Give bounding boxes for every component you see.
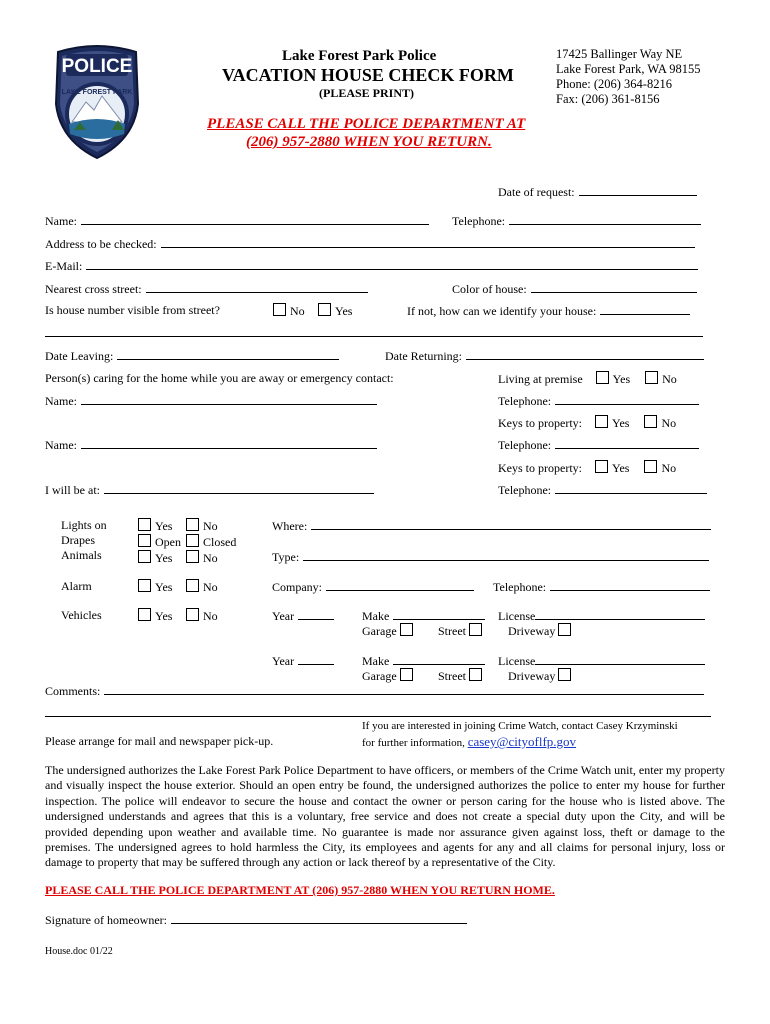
- date-request-label: Date of request:: [498, 185, 575, 199]
- driveway-label: Driveway: [508, 624, 556, 638]
- no-label: No: [203, 519, 218, 533]
- yes-label: Yes: [155, 551, 173, 565]
- company-field[interactable]: [326, 579, 474, 591]
- identify-continuation-line[interactable]: [45, 336, 703, 337]
- contact1-telephone-label: Telephone:: [498, 394, 552, 408]
- vehicle1-license-field[interactable]: [535, 608, 705, 620]
- cross-street-row: [45, 281, 368, 297]
- vehicles-no: [186, 608, 218, 624]
- authorization-paragraph: The undersigned authorizes the Lake Forest Park Police Department to have officers, or members of the Crime Watch unit, enter my property and visually inspect the house exterior. Should an open entry be found, the undersigned authorizes the police to enter my house for further inspection. The police will endeavor to secure the house and contact the owner or person caring for the house who is listed above. The undersigned understands and agrees that this is a voluntary, free service and does not create a special duty upon the City, and will be provided depending upon weather and available time. No guarantee is made nor assurance given against loss, theft or damage to the premises. The undersigned agrees to hold harmless the City, its employees and agents for any and all claims for personal injury, loss or damage to property that may be suffered through any action or lack thereof by a representative of the City.: [45, 763, 725, 870]
- company-row: [272, 579, 474, 595]
- address-line-1: 17425 Ballinger Way NE: [556, 47, 683, 61]
- vehicle2-street-checkbox[interactable]: [469, 668, 482, 681]
- vehicle2-license-row: [498, 653, 705, 669]
- alarm-telephone-row: [493, 579, 710, 595]
- contact1-keys-yes-checkbox[interactable]: [595, 415, 608, 428]
- date-leaving-label: Date Leaving:: [45, 349, 114, 363]
- services-no-column: [186, 518, 236, 566]
- yes-label: Yes: [155, 580, 173, 594]
- driveway-label: Driveway: [508, 669, 556, 683]
- services-labels: [61, 518, 107, 563]
- address-label: Address to be checked:: [45, 237, 157, 251]
- vehicle1-street-checkbox[interactable]: [469, 623, 482, 636]
- vehicle2-year-row: [272, 653, 334, 669]
- crime-watch-line-1: If you are interested in joining Crime Watch, contact Casey Krzyminski: [362, 720, 678, 732]
- type-label: Type:: [272, 550, 300, 564]
- date-leaving-field[interactable]: [117, 348, 339, 360]
- living-yes-checkbox[interactable]: [596, 371, 609, 384]
- contact2-keys-row: [498, 460, 676, 476]
- vehicle2-license-field[interactable]: [535, 653, 705, 665]
- contact1-keys-no-checkbox[interactable]: [644, 415, 657, 428]
- no-label: No: [661, 461, 677, 475]
- will-be-at-row: [45, 482, 374, 498]
- contact1-name-row: [45, 393, 377, 409]
- no-label: No: [203, 609, 218, 623]
- alarm-label: Alarm: [61, 579, 92, 593]
- contact2-keys-yes-checkbox[interactable]: [595, 460, 608, 473]
- house-visible-yes[interactable]: [318, 303, 352, 319]
- department-address: [556, 47, 701, 107]
- phone-line: Phone: (206) 364-8216: [556, 77, 672, 91]
- where-label: Where:: [272, 519, 308, 533]
- contact1-telephone-row: [498, 393, 699, 409]
- type-row: [272, 549, 709, 565]
- comments-field[interactable]: [104, 683, 704, 695]
- telephone-label: Telephone:: [452, 214, 506, 228]
- vehicle1-street: [438, 623, 486, 639]
- return-notice-line-2: (206) 957-2880 WHEN YOU RETURN.: [246, 134, 492, 150]
- will-be-at-telephone-field[interactable]: [555, 482, 707, 494]
- fax-line: Fax: (206) 361-8156: [556, 92, 660, 106]
- form-title: VACATION HOUSE CHECK FORM: [222, 65, 514, 85]
- make-label: Make: [362, 609, 390, 623]
- name-row: [45, 213, 429, 229]
- name-label: Name:: [45, 214, 77, 228]
- color-row: [452, 281, 697, 297]
- no-label: No: [662, 372, 677, 386]
- vehicle1-garage: [362, 623, 417, 639]
- yes-label: Yes: [155, 609, 173, 623]
- company-label: Company:: [272, 580, 322, 594]
- date-returning-row: [385, 348, 704, 364]
- cross-street-label: Nearest cross street:: [45, 282, 142, 296]
- badge-ring-text: LAKE FOREST PARK: [61, 89, 133, 96]
- email-row: [45, 258, 698, 274]
- badge-police-text: POLICE: [61, 56, 133, 77]
- persons-caring-label: Person(s) caring for the home while you are away or emergency contact:: [45, 371, 394, 385]
- keys-label: Keys to property:: [498, 461, 582, 475]
- yes-label: Yes: [611, 461, 630, 475]
- alarm-telephone-field[interactable]: [550, 579, 710, 591]
- form-subtitle: (PLEASE PRINT): [319, 86, 415, 100]
- return-notice-line-1: PLEASE CALL THE POLICE DEPARTMENT AT: [207, 116, 526, 132]
- will-be-at-telephone-row: [498, 482, 707, 498]
- drapes-open-checkbox[interactable]: [138, 534, 151, 547]
- identify-label: If not, how can we identify your house:: [407, 304, 597, 318]
- drapes-closed-checkbox[interactable]: [186, 534, 199, 547]
- address-row: [45, 236, 695, 252]
- vehicles-no-checkbox[interactable]: [186, 608, 199, 621]
- contact1-name-field[interactable]: [81, 393, 377, 405]
- contact2-name-field[interactable]: [81, 437, 377, 449]
- police-badge-logo: [52, 44, 142, 160]
- closed-label: Closed: [203, 535, 237, 549]
- open-label: Open: [155, 535, 181, 549]
- house-visible-yes-checkbox[interactable]: [318, 303, 331, 316]
- vehicle2-driveway-checkbox[interactable]: [558, 668, 571, 681]
- address-field[interactable]: [161, 236, 695, 248]
- vehicle2-garage-checkbox[interactable]: [400, 668, 413, 681]
- name-field[interactable]: [81, 213, 429, 225]
- vehicle2-make-field[interactable]: [393, 653, 485, 665]
- vehicles-label: Vehicles: [61, 608, 102, 622]
- alarm-no-checkbox[interactable]: [186, 579, 199, 592]
- vehicle2-year-field[interactable]: [298, 653, 334, 665]
- vehicle2-make-row: [362, 653, 485, 669]
- house-visible-no-checkbox[interactable]: [273, 303, 286, 316]
- street-label: Street: [438, 624, 466, 638]
- will-be-at-field[interactable]: [104, 482, 374, 494]
- crime-watch-line-2: [362, 734, 576, 750]
- address-line-2: Lake Forest Park, WA 98155: [556, 62, 701, 76]
- vehicles-yes-checkbox[interactable]: [138, 608, 151, 621]
- alarm-yes: [138, 579, 172, 595]
- type-field[interactable]: [303, 549, 709, 561]
- drapes-label: Drapes: [61, 533, 95, 547]
- contact1-keys-row: [498, 415, 676, 431]
- vehicle2-street: [438, 668, 486, 684]
- year-label: Year: [272, 609, 295, 623]
- final-return-notice: PLEASE CALL THE POLICE DEPARTMENT AT (206) 957-2880 WHEN YOU RETURN HOME.: [45, 883, 555, 897]
- living-label: Living at premise: [498, 372, 583, 386]
- house-visible-label: Is house number visible from street?: [45, 303, 220, 317]
- animals-label: Animals: [61, 548, 102, 562]
- vehicle2-garage: [362, 668, 417, 684]
- vehicle1-make-field[interactable]: [393, 608, 485, 620]
- signature-row: [45, 912, 467, 928]
- yes-label: Yes: [155, 519, 173, 533]
- date-request-row: [498, 184, 697, 200]
- yes-label: Yes: [611, 416, 630, 430]
- date-leaving-row: [45, 348, 339, 364]
- signature-field[interactable]: [171, 912, 467, 924]
- contact2-name-label: Name:: [45, 438, 77, 452]
- lights-no-checkbox[interactable]: [186, 518, 199, 531]
- will-be-at-label: I will be at:: [45, 483, 100, 497]
- vehicle1-make-row: [362, 608, 485, 624]
- vehicle1-year-row: [272, 608, 334, 624]
- date-returning-label: Date Returning:: [385, 349, 462, 363]
- garage-label: Garage: [362, 669, 397, 683]
- no-label: No: [203, 580, 218, 594]
- contact2-telephone-row: [498, 437, 699, 453]
- date-returning-field[interactable]: [466, 348, 704, 360]
- identify-field[interactable]: [600, 303, 690, 315]
- comments-row: [45, 683, 704, 699]
- comments-continuation-line[interactable]: [45, 716, 711, 717]
- signature-label: Signature of homeowner:: [45, 913, 167, 927]
- email-label: E-Mail:: [45, 259, 83, 273]
- email-field[interactable]: [86, 258, 698, 270]
- vehicle1-driveway-checkbox[interactable]: [558, 623, 571, 636]
- no-label: No: [290, 304, 305, 318]
- contact1-name-label: Name:: [45, 394, 77, 408]
- vehicle1-license-row: [498, 608, 705, 624]
- cross-street-field[interactable]: [146, 281, 368, 293]
- date-request-field[interactable]: [579, 184, 697, 196]
- where-field[interactable]: [311, 518, 711, 530]
- yes-label: Yes: [612, 372, 631, 386]
- contact2-telephone-field[interactable]: [555, 437, 699, 449]
- vehicle1-year-field[interactable]: [298, 608, 334, 620]
- make-label: Make: [362, 654, 390, 668]
- street-label: Street: [438, 669, 466, 683]
- license-label: License: [498, 654, 536, 668]
- animals-no-checkbox[interactable]: [186, 550, 199, 563]
- no-label: No: [661, 416, 677, 430]
- identify-row: [407, 303, 690, 319]
- contact2-name-row: [45, 437, 377, 453]
- lights-on-label: Lights on: [61, 518, 107, 532]
- alarm-telephone-label: Telephone:: [493, 580, 547, 594]
- alarm-yes-checkbox[interactable]: [138, 579, 151, 592]
- vehicles-yes: [138, 608, 172, 624]
- crime-watch-text: for further information,: [362, 737, 465, 749]
- vehicle2-driveway: [508, 668, 575, 684]
- telephone-field[interactable]: [509, 213, 701, 225]
- contact2-keys-no-checkbox[interactable]: [644, 460, 657, 473]
- alarm-no: [186, 579, 218, 595]
- org-name: Lake Forest Park Police: [282, 48, 437, 64]
- vehicle1-garage-checkbox[interactable]: [400, 623, 413, 636]
- house-visible-no[interactable]: [273, 303, 305, 319]
- comments-label: Comments:: [45, 684, 101, 698]
- living-at-premise-row: [498, 371, 677, 387]
- no-label: No: [203, 551, 218, 565]
- license-label: License: [498, 609, 536, 623]
- services-yes-column: [138, 518, 181, 566]
- animals-yes-checkbox[interactable]: [138, 550, 151, 563]
- will-be-at-telephone-label: Telephone:: [498, 483, 552, 497]
- contact1-telephone-field[interactable]: [555, 393, 699, 405]
- vehicle1-driveway: [508, 623, 575, 639]
- mail-pickup-note: Please arrange for mail and newspaper pick-up.: [45, 734, 274, 748]
- contact2-telephone-label: Telephone:: [498, 438, 552, 452]
- crime-watch-email-link[interactable]: casey@cityoflfp.gov: [467, 734, 577, 749]
- lights-yes-checkbox[interactable]: [138, 518, 151, 531]
- color-field[interactable]: [531, 281, 697, 293]
- year-label: Year: [272, 654, 295, 668]
- footer-doc-id: House.doc 01/22: [45, 946, 113, 957]
- garage-label: Garage: [362, 624, 397, 638]
- where-row: [272, 518, 711, 534]
- living-no-checkbox[interactable]: [645, 371, 658, 384]
- keys-label: Keys to property:: [498, 416, 582, 430]
- color-label: Color of house:: [452, 282, 527, 296]
- telephone-row: [452, 213, 701, 229]
- yes-label: Yes: [335, 304, 353, 318]
